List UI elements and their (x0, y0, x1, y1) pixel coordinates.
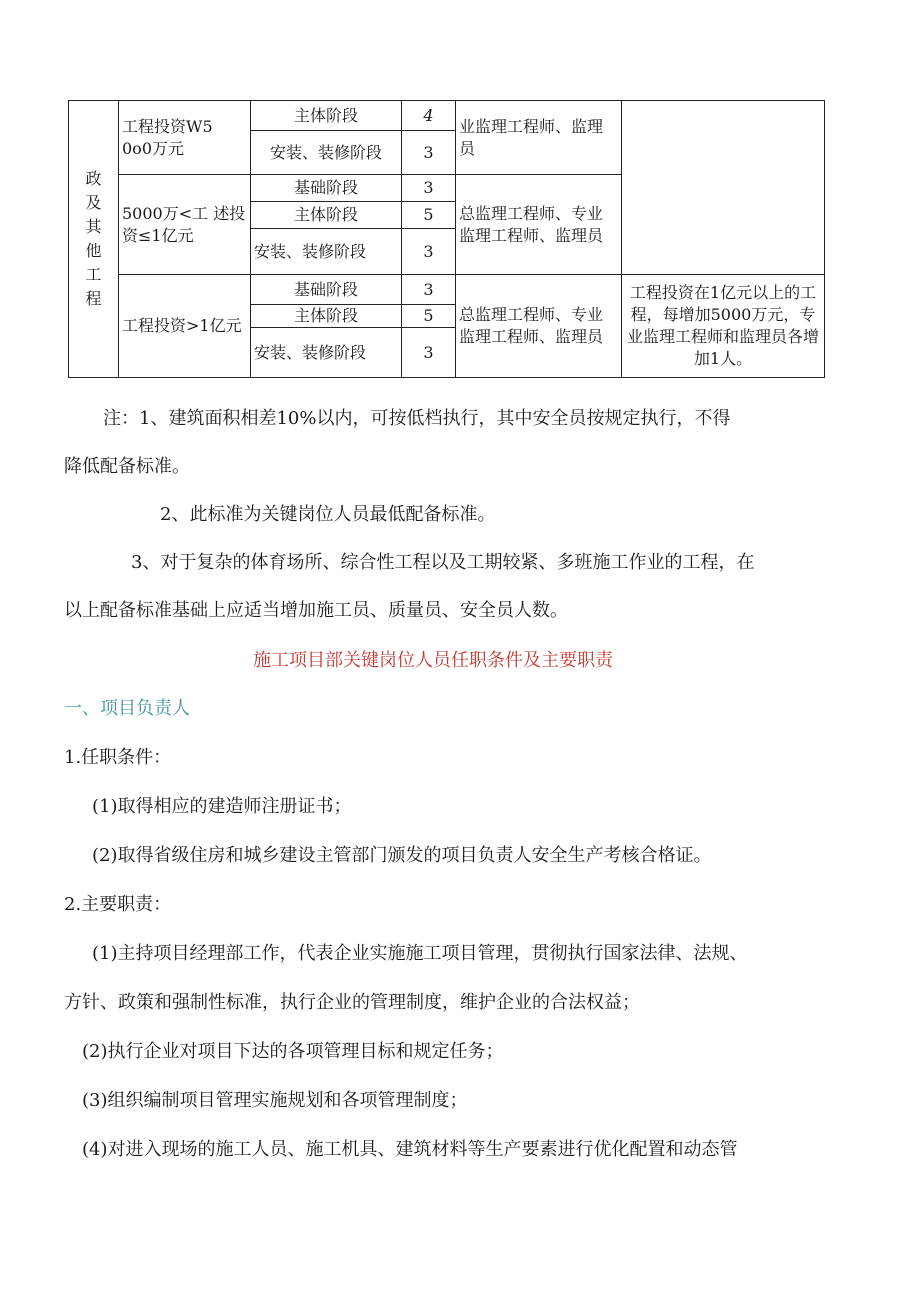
roles-cell: 业监理工程师、监理员 (456, 101, 622, 175)
category-char: 其 (85, 217, 102, 236)
count-cell: 5 (402, 305, 456, 328)
staffing-table (68, 100, 825, 378)
count-cell: 3 (402, 131, 456, 175)
investment-cell: 工程投资>1亿元 (119, 275, 251, 378)
duties-heading: 2.主要职责： (64, 894, 172, 915)
investment-cell: 工程投资W5 0o0万元 (119, 101, 251, 175)
category-cell (69, 101, 119, 378)
note-1-line-1: 注：1、建筑面积相差10%以内，可按低档执行，其中安全员按规定执行，不得 (103, 408, 731, 429)
count-cell: 3 (402, 175, 456, 202)
category-char: 工 (85, 265, 102, 284)
table-row (69, 101, 825, 131)
category-char: 及 (85, 193, 102, 212)
duty-item-1-line-2: 方针、政策和强制性标准，执行企业的管理制度，维护企业的合法权益； (64, 992, 640, 1013)
qualification-item: (1)取得相应的建造师注册证书； (92, 796, 352, 817)
count-cell: 3 (402, 328, 456, 378)
count-cell: 3 (402, 229, 456, 275)
note-2: 2、此标准为关键岗位人员最低配备标准。 (160, 504, 496, 525)
subsection-title: 一、项目负责人 (64, 698, 190, 719)
remark-cell-empty (622, 101, 825, 275)
stage-cell: 安装、装修阶段 (251, 328, 402, 378)
duty-item-1-line-1: (1)主持项目经理部工作，代表企业实施施工项目管理，贯彻执行国家法律、法规、 (92, 943, 748, 964)
note-3-line-2: 以上配备标准基础上应适当增加施工员、质量员、安全员人数。 (64, 600, 568, 621)
stage-cell: 安装、装修阶段 (251, 131, 402, 175)
category-char: 政 (85, 169, 102, 188)
note-1-line-2: 降低配备标准。 (64, 456, 190, 477)
stage-cell: 基础阶段 (251, 175, 402, 202)
stage-cell: 主体阶段 (251, 305, 402, 328)
duty-item-4: (4)对进入现场的施工人员、施工机具、建筑材料等生产要素进行优化配置和动态管 (82, 1139, 738, 1160)
roles-cell: 总监理工程师、专业监理工程师、监理员 (456, 275, 622, 378)
category-char: 他 (85, 241, 102, 260)
duty-item-2: (2)执行企业对项目下达的各项管理目标和规定任务； (82, 1041, 504, 1062)
count-cell: 5 (402, 202, 456, 229)
stage-cell: 主体阶段 (251, 101, 402, 131)
section-title: 施工项目部关键岗位人员任职条件及主要职责 (253, 650, 613, 671)
note-3-line-1: 3、对于复杂的体育场所、综合性工程以及工期较紧、多班施工作业的工程，在 (131, 552, 755, 573)
table-row (69, 275, 825, 305)
investment-cell: 5000万<工 述投资≤1亿元 (119, 175, 251, 275)
category-char: 程 (85, 289, 102, 308)
stage-cell: 主体阶段 (251, 202, 402, 229)
qualifications-heading: 1.任职条件： (64, 747, 172, 768)
stage-cell: 基础阶段 (251, 275, 402, 305)
duty-item-3: (3)组织编制项目管理实施规划和各项管理制度； (82, 1090, 468, 1111)
count-cell: 3 (402, 275, 456, 305)
count-cell: 4 (402, 101, 456, 131)
stage-cell: 安装、装修阶段 (251, 229, 402, 275)
remark-cell: 工程投资在1亿元以上的工程，每增加5000万元，专业监理工程师和监理员各增加1人。 (622, 275, 825, 378)
roles-cell: 总监理工程师、专业监理工程师、监理员 (456, 175, 622, 275)
qualification-item: (2)取得省级住房和城乡建设主管部门颁发的项目负责人安全生产考核合格证。 (92, 845, 712, 866)
